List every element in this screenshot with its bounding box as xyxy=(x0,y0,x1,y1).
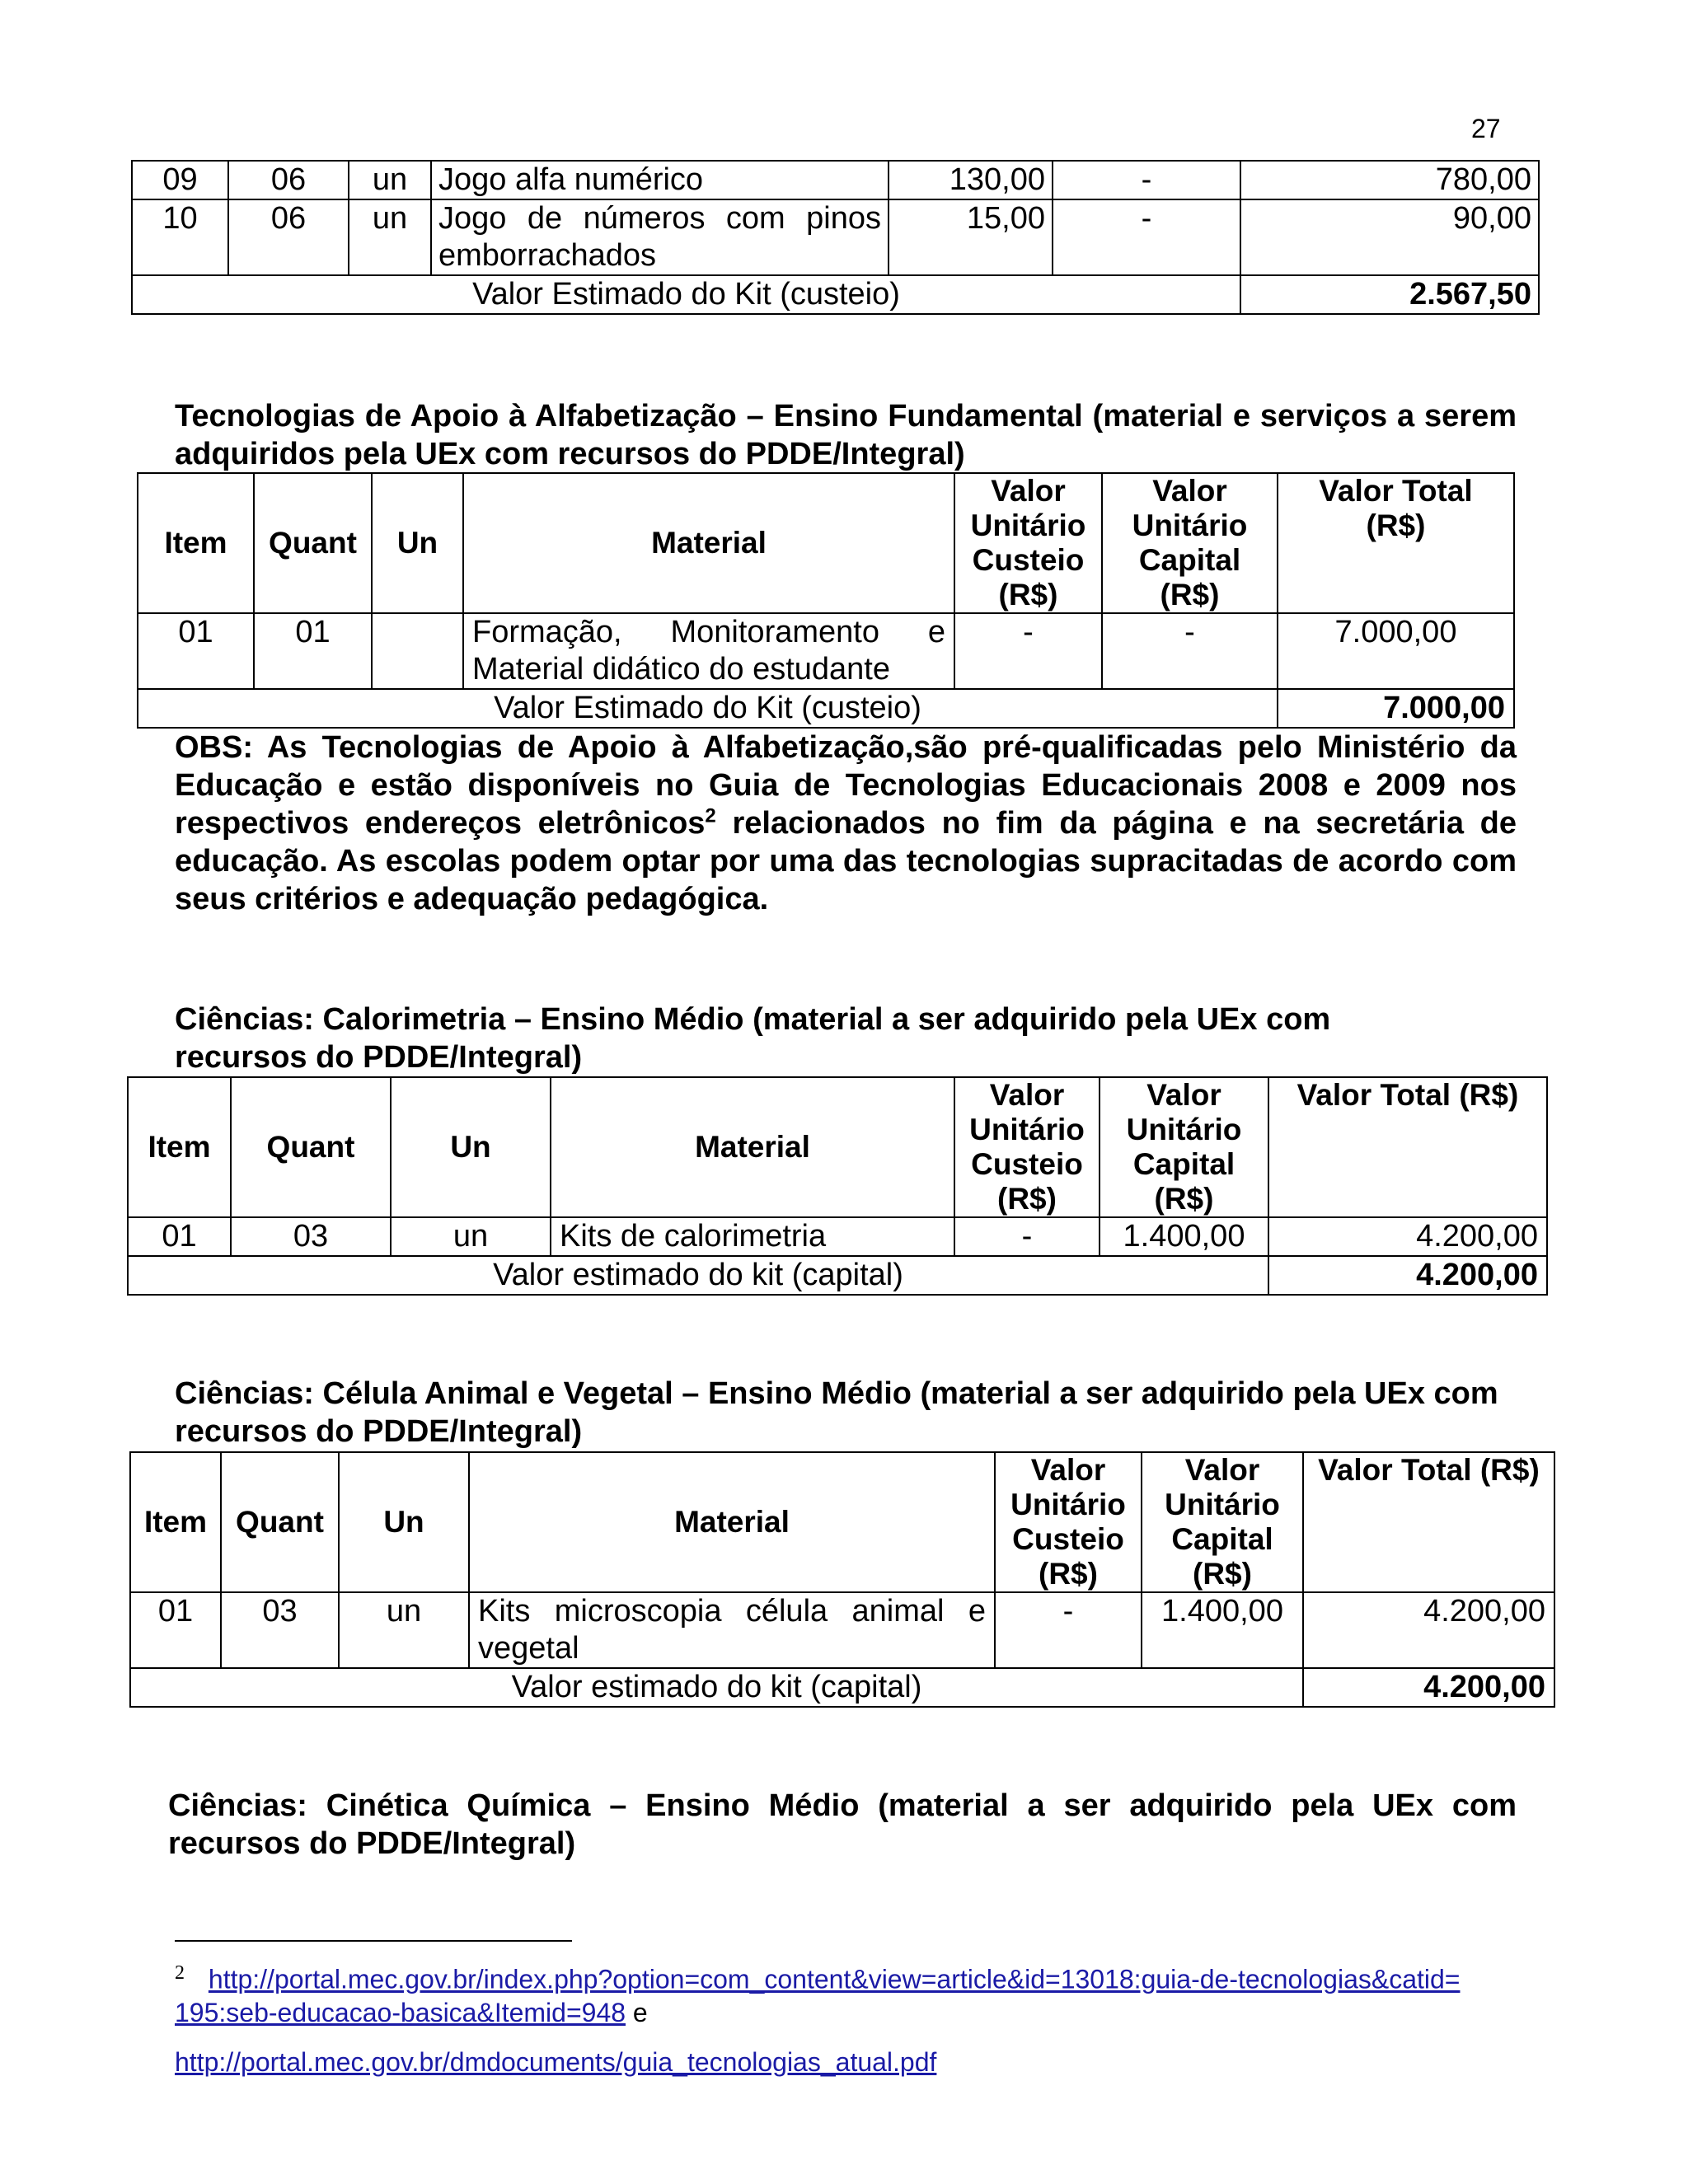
unit-custeio-cell: - xyxy=(954,613,1102,689)
total-cell: 4.200,00 xyxy=(1268,1217,1547,1256)
item-cell: 01 xyxy=(128,1217,231,1256)
footnote-number: 2 xyxy=(175,1962,185,1984)
item-cell: 01 xyxy=(130,1592,221,1668)
material-cell: Jogo alfa numérico xyxy=(431,161,889,199)
header-total: Valor Total (R$) xyxy=(1268,1077,1547,1217)
total-row xyxy=(130,1668,1554,1707)
material-cell: Jogo de números com pinos emborrachados xyxy=(431,199,889,275)
total-value: 7.000,00 xyxy=(1278,689,1514,728)
total-value: 4.200,00 xyxy=(1268,1256,1547,1295)
section-heading-calorimetria: Ciências: Calorimetria – Ensino Médio (material a ser adquirido pela UEx com recursos do PDDE/Integral) xyxy=(175,1002,1331,1075)
kit-table-calorimetria xyxy=(127,1076,1548,1296)
total-value: 4.200,00 xyxy=(1303,1668,1554,1707)
header-item: Item xyxy=(138,473,254,613)
quant-cell: 03 xyxy=(221,1592,339,1668)
total-row xyxy=(128,1256,1547,1295)
quant-cell: 01 xyxy=(254,613,372,689)
footnote-link-pdf[interactable]: http://portal.mec.gov.br/dmdocuments/guia_tecnologias_atual.pdf xyxy=(175,2047,937,2077)
table-header-row xyxy=(130,1452,1554,1592)
unit-custeio-cell: - xyxy=(995,1592,1142,1668)
obs-text-part1: OBS: As Tecnologias de Apoio à Alfabetização,são pré-qualificadas pelo Ministério da Educação e estão disponíveis no Guia de Tecnologias Educacionais 2008 e 2009 nos respectivos endereços eletrônicos xyxy=(175,730,1517,841)
header-total: Valor Total (R$) xyxy=(1278,473,1514,613)
total-value: 2.567,50 xyxy=(1240,275,1539,314)
footnote-second-link xyxy=(175,2046,936,2079)
header-material: Material xyxy=(469,1452,995,1592)
total-cell: 90,00 xyxy=(1240,199,1539,275)
header-quant: Quant xyxy=(221,1452,339,1592)
quant-cell: 03 xyxy=(231,1217,391,1256)
header-unit-custeio: Valor Unitário Custeio (R$) xyxy=(995,1452,1142,1592)
un-cell: un xyxy=(339,1592,469,1668)
header-quant: Quant xyxy=(254,473,372,613)
footnote-connector: e xyxy=(626,1997,648,2027)
section-heading-tecnologias: Tecnologias de Apoio à Alfabetização – Ensino Fundamental (material e serviços a serem adquiridos pela UEx com recursos do PDDE/Integral) xyxy=(175,399,1517,471)
total-label: Valor Estimado do Kit (custeio) xyxy=(132,275,1240,314)
header-unit-custeio: Valor Unitário Custeio (R$) xyxy=(954,473,1102,613)
unit-capital-cell: - xyxy=(1053,199,1240,275)
header-total: Valor Total (R$) xyxy=(1303,1452,1554,1592)
total-label: Valor estimado do kit (capital) xyxy=(130,1668,1303,1707)
total-label: Valor estimado do kit (capital) xyxy=(128,1256,1268,1295)
obs-paragraph xyxy=(175,729,1517,918)
unit-capital-cell: 1.400,00 xyxy=(1100,1217,1268,1256)
total-cell: 7.000,00 xyxy=(1278,613,1514,689)
header-item: Item xyxy=(128,1077,231,1217)
item-cell: 10 xyxy=(132,199,228,275)
header-un: Un xyxy=(372,473,463,613)
footnote-reference: 2 xyxy=(705,804,716,827)
quant-cell: 06 xyxy=(228,199,349,275)
table-row xyxy=(132,161,1539,199)
header-unit-capital: Valor Unitário Capital (R$) xyxy=(1102,473,1278,613)
un-cell xyxy=(372,613,463,689)
kit-table-celula xyxy=(129,1451,1555,1708)
total-row xyxy=(138,689,1514,728)
material-cell: Kits de calorimetria xyxy=(551,1217,954,1256)
material-cell: Kits microscopia célula animal e vegetal xyxy=(469,1592,995,1668)
total-label: Valor Estimado do Kit (custeio) xyxy=(138,689,1278,728)
header-material: Material xyxy=(551,1077,954,1217)
total-cell: 4.200,00 xyxy=(1303,1592,1554,1668)
obs-text-part2: relacionados no fim da página e na secretária de educação. As escolas podem optar por uma das tecnologias supracitadas de acordo com seus critérios e adequação pedagógica. xyxy=(175,806,1517,916)
table-row xyxy=(138,613,1514,689)
unit-custeio-cell: 130,00 xyxy=(889,161,1053,199)
table-row xyxy=(130,1592,1554,1668)
material-cell: Formação, Monitoramento e Material didático do estudante xyxy=(463,613,954,689)
header-un: Un xyxy=(391,1077,551,1217)
unit-capital-cell: - xyxy=(1053,161,1240,199)
header-material: Material xyxy=(463,473,954,613)
header-item: Item xyxy=(130,1452,221,1592)
header-un: Un xyxy=(339,1452,469,1592)
footnote-link-guia[interactable]: http://portal.mec.gov.br/index.php?option=com_content&view=article&id=13018:guia-de-tecnologias&catid=195:seb-educacao-basica&Itemid=948 xyxy=(175,1964,1461,2027)
un-cell: un xyxy=(391,1217,551,1256)
un-cell: un xyxy=(349,161,431,199)
quant-cell: 06 xyxy=(228,161,349,199)
footnote-separator xyxy=(175,1940,572,1942)
kit-table-tecnologias xyxy=(137,472,1515,729)
page-number: 27 xyxy=(1471,114,1501,143)
unit-capital-cell: - xyxy=(1102,613,1278,689)
un-cell: un xyxy=(349,199,431,275)
section-heading-cinetica: Ciências: Cinética Química – Ensino Médio (material a ser adquirido pela UEx com recursos do PDDE/Integral) xyxy=(168,1788,1517,1861)
footnote xyxy=(175,1957,1461,2029)
total-cell: 780,00 xyxy=(1240,161,1539,199)
total-row xyxy=(132,275,1539,314)
table-row xyxy=(132,199,1539,275)
table-header-row xyxy=(138,473,1514,613)
item-cell: 01 xyxy=(138,613,254,689)
table-row xyxy=(128,1217,1547,1256)
unit-capital-cell: 1.400,00 xyxy=(1142,1592,1303,1668)
item-cell: 09 xyxy=(132,161,228,199)
header-unit-custeio: Valor Unitário Custeio (R$) xyxy=(954,1077,1100,1217)
header-quant: Quant xyxy=(231,1077,391,1217)
unit-custeio-cell: 15,00 xyxy=(889,199,1053,275)
section-heading-celula: Ciências: Célula Animal e Vegetal – Ensino Médio (material a ser adquirido pela UEx com recursos do PDDE/Integral) xyxy=(175,1376,1498,1449)
header-unit-capital: Valor Unitário Capital (R$) xyxy=(1142,1452,1303,1592)
kit-table-continuation xyxy=(131,160,1540,315)
table-header-row xyxy=(128,1077,1547,1217)
unit-custeio-cell: - xyxy=(954,1217,1100,1256)
header-unit-capital: Valor Unitário Capital (R$) xyxy=(1100,1077,1268,1217)
